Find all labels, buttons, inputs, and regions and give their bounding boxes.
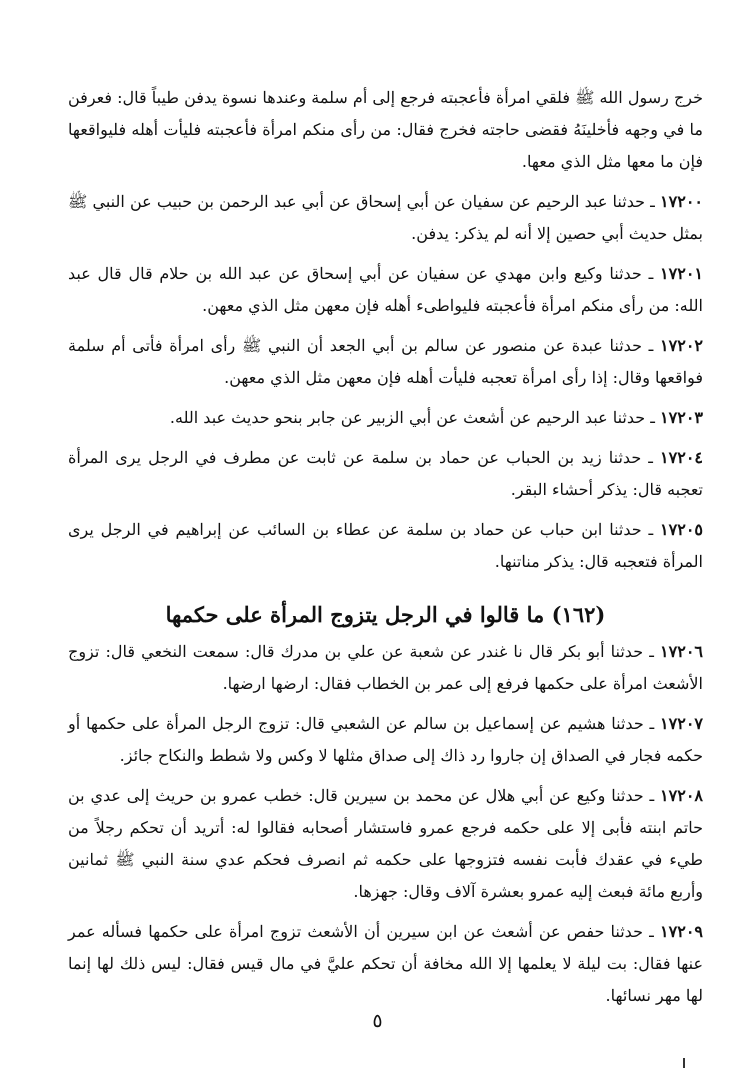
hadith-17203 [68,402,703,434]
hadith-17202 [68,330,703,394]
hadith-number: ١٧٢٠٩ [660,922,703,941]
hadith-17209 [68,916,703,1012]
hadith-text: ـ حدثنا وكيع عن أبي هلال عن محمد بن سيرين قال: خطب عمرو بن حريث إلى عدي بن حاتم ابنته فأبى إلا على حكمه فرجع عمرو فاستشار أصحابه فقالوا له: أتريد أن تحكم رجلاً من طيء في عقدك فأبت نفسه فتزوجها على حكمه ثم انصرف فحكم عدي سنة النبي ﷺ ثمانين وأربع مائة فبعث إليه عمرو بعشرة آلاف وقال: جهزها. [68,786,703,901]
hadith-17201 [68,258,703,322]
hadith-17205 [68,514,703,578]
paragraph-continuation [68,82,703,178]
hadith-text: ـ حدثنا عبد الرحيم عن أشعث عن أبي الزبير عن جابر بنحو حديث عبد الله. [169,408,655,427]
hadith-text: ـ حدثنا عبدة عن منصور عن سالم بن أبي الجعد أن النبي ﷺ رأى امرأة فأتى أم سلمة فواقعها وقال: إذا رأى امرأة تعجبه فليأت أهله فإن معهن مثل الذي معهن. [68,336,703,387]
hadith-17207 [68,708,703,772]
page-body [68,82,703,1012]
hadith-number: ١٧٢٠٧ [660,714,704,733]
hadith-number: ١٧٢٠٥ [660,520,703,539]
hadith-number: ١٧٢٠٣ [660,408,703,427]
hadith-text: ـ حدثنا زيد بن الحباب عن حماد بن سلمة عن ثابت عن مطرف في الرجل يرى المرأة تعجبه قال: يذكر أحشاء البقر. [68,448,703,499]
hadith-number: ١٧٢٠١ [660,264,703,283]
hadith-17208 [68,780,703,908]
hadith-17204 [68,442,703,506]
hadith-text: ـ حدثنا حفص عن أشعث عن ابن سيرين أن الأشعث تزوج امرأة على حكمها فسأله عمر عنها فقال: بت ليلة لا يعلمها إلا الله مخافة أن تحكم عليَّ في مال قيس فقال: ليس ذلك لها إنما لها مهر نسائها. [68,922,703,1005]
hadith-text: ـ حدثنا أبو بكر قال نا غندر عن شعبة عن علي بن مدرك قال: سمعت النخعي قال: تزوج الأشعث امرأة على حكمها فرفع إلى عمر بن الخطاب فقال: ارضها ارضها. [68,642,703,693]
hadith-17200 [68,186,703,250]
scan-edge-mark [683,1058,685,1068]
hadith-number: ١٧٢٠٤ [660,448,703,467]
hadith-number: ١٧٢٠٦ [660,642,703,661]
hadith-number: ١٧٢٠٢ [660,336,703,355]
hadith-text: ـ حدثنا هشيم عن إسماعيل بن سالم عن الشعبي قال: تزوج الرجل المرأة على حكمها أو حكمه فجار في الصداق إن جاروا رد ذاك إلى صداق مثلها لا وكس ولا شطط والنكاح جائز. [68,714,703,765]
hadith-text: ـ حدثنا ابن حباب عن حماد بن سلمة عن عطاء بن السائب عن إبراهيم في الرجل يرى المرأة فتعجبه قال: يذكر مناتنها. [68,520,703,571]
hadith-text: ـ حدثنا عبد الرحيم عن سفيان عن أبي إسحاق عن أبي عبد الرحمن بن حبيب عن النبي ﷺ بمثل حديث أبي حصين إلا أنه لم يذكر: يدفن. [68,192,703,243]
paragraph-text: خرج رسول الله ﷺ فلقي امرأة فأعجبته فرجع إلى أم سلمة وعندها نسوة يدفن طيباً قال: فعرفن ما في وجهه فأخلينَهُ فقضى حاجته فخرج فقال: من رأى منكم امرأة فأعجبته فليأت أهله فليواقعها فإن ما معها مثل الذي معها. [68,88,704,171]
hadith-number: ١٧٢٠٠ [660,192,703,211]
section-heading: (١٦٢) ما قالوا في الرجل يتزوج المرأة على حكمها [165,602,606,627]
hadith-number: ١٧٢٠٨ [660,786,703,805]
page-number: ٥ [372,1010,383,1032]
hadith-text: ـ حدثنا وكيع وابن مهدي عن سفيان عن أبي إسحاق عن عبد الله بن حلام قال قال عبد الله: من رأى منكم امرأة فأعجبته فليواطىء أهله فإن معهن مثل الذي معهن. [68,264,703,315]
hadith-17206 [68,636,703,700]
